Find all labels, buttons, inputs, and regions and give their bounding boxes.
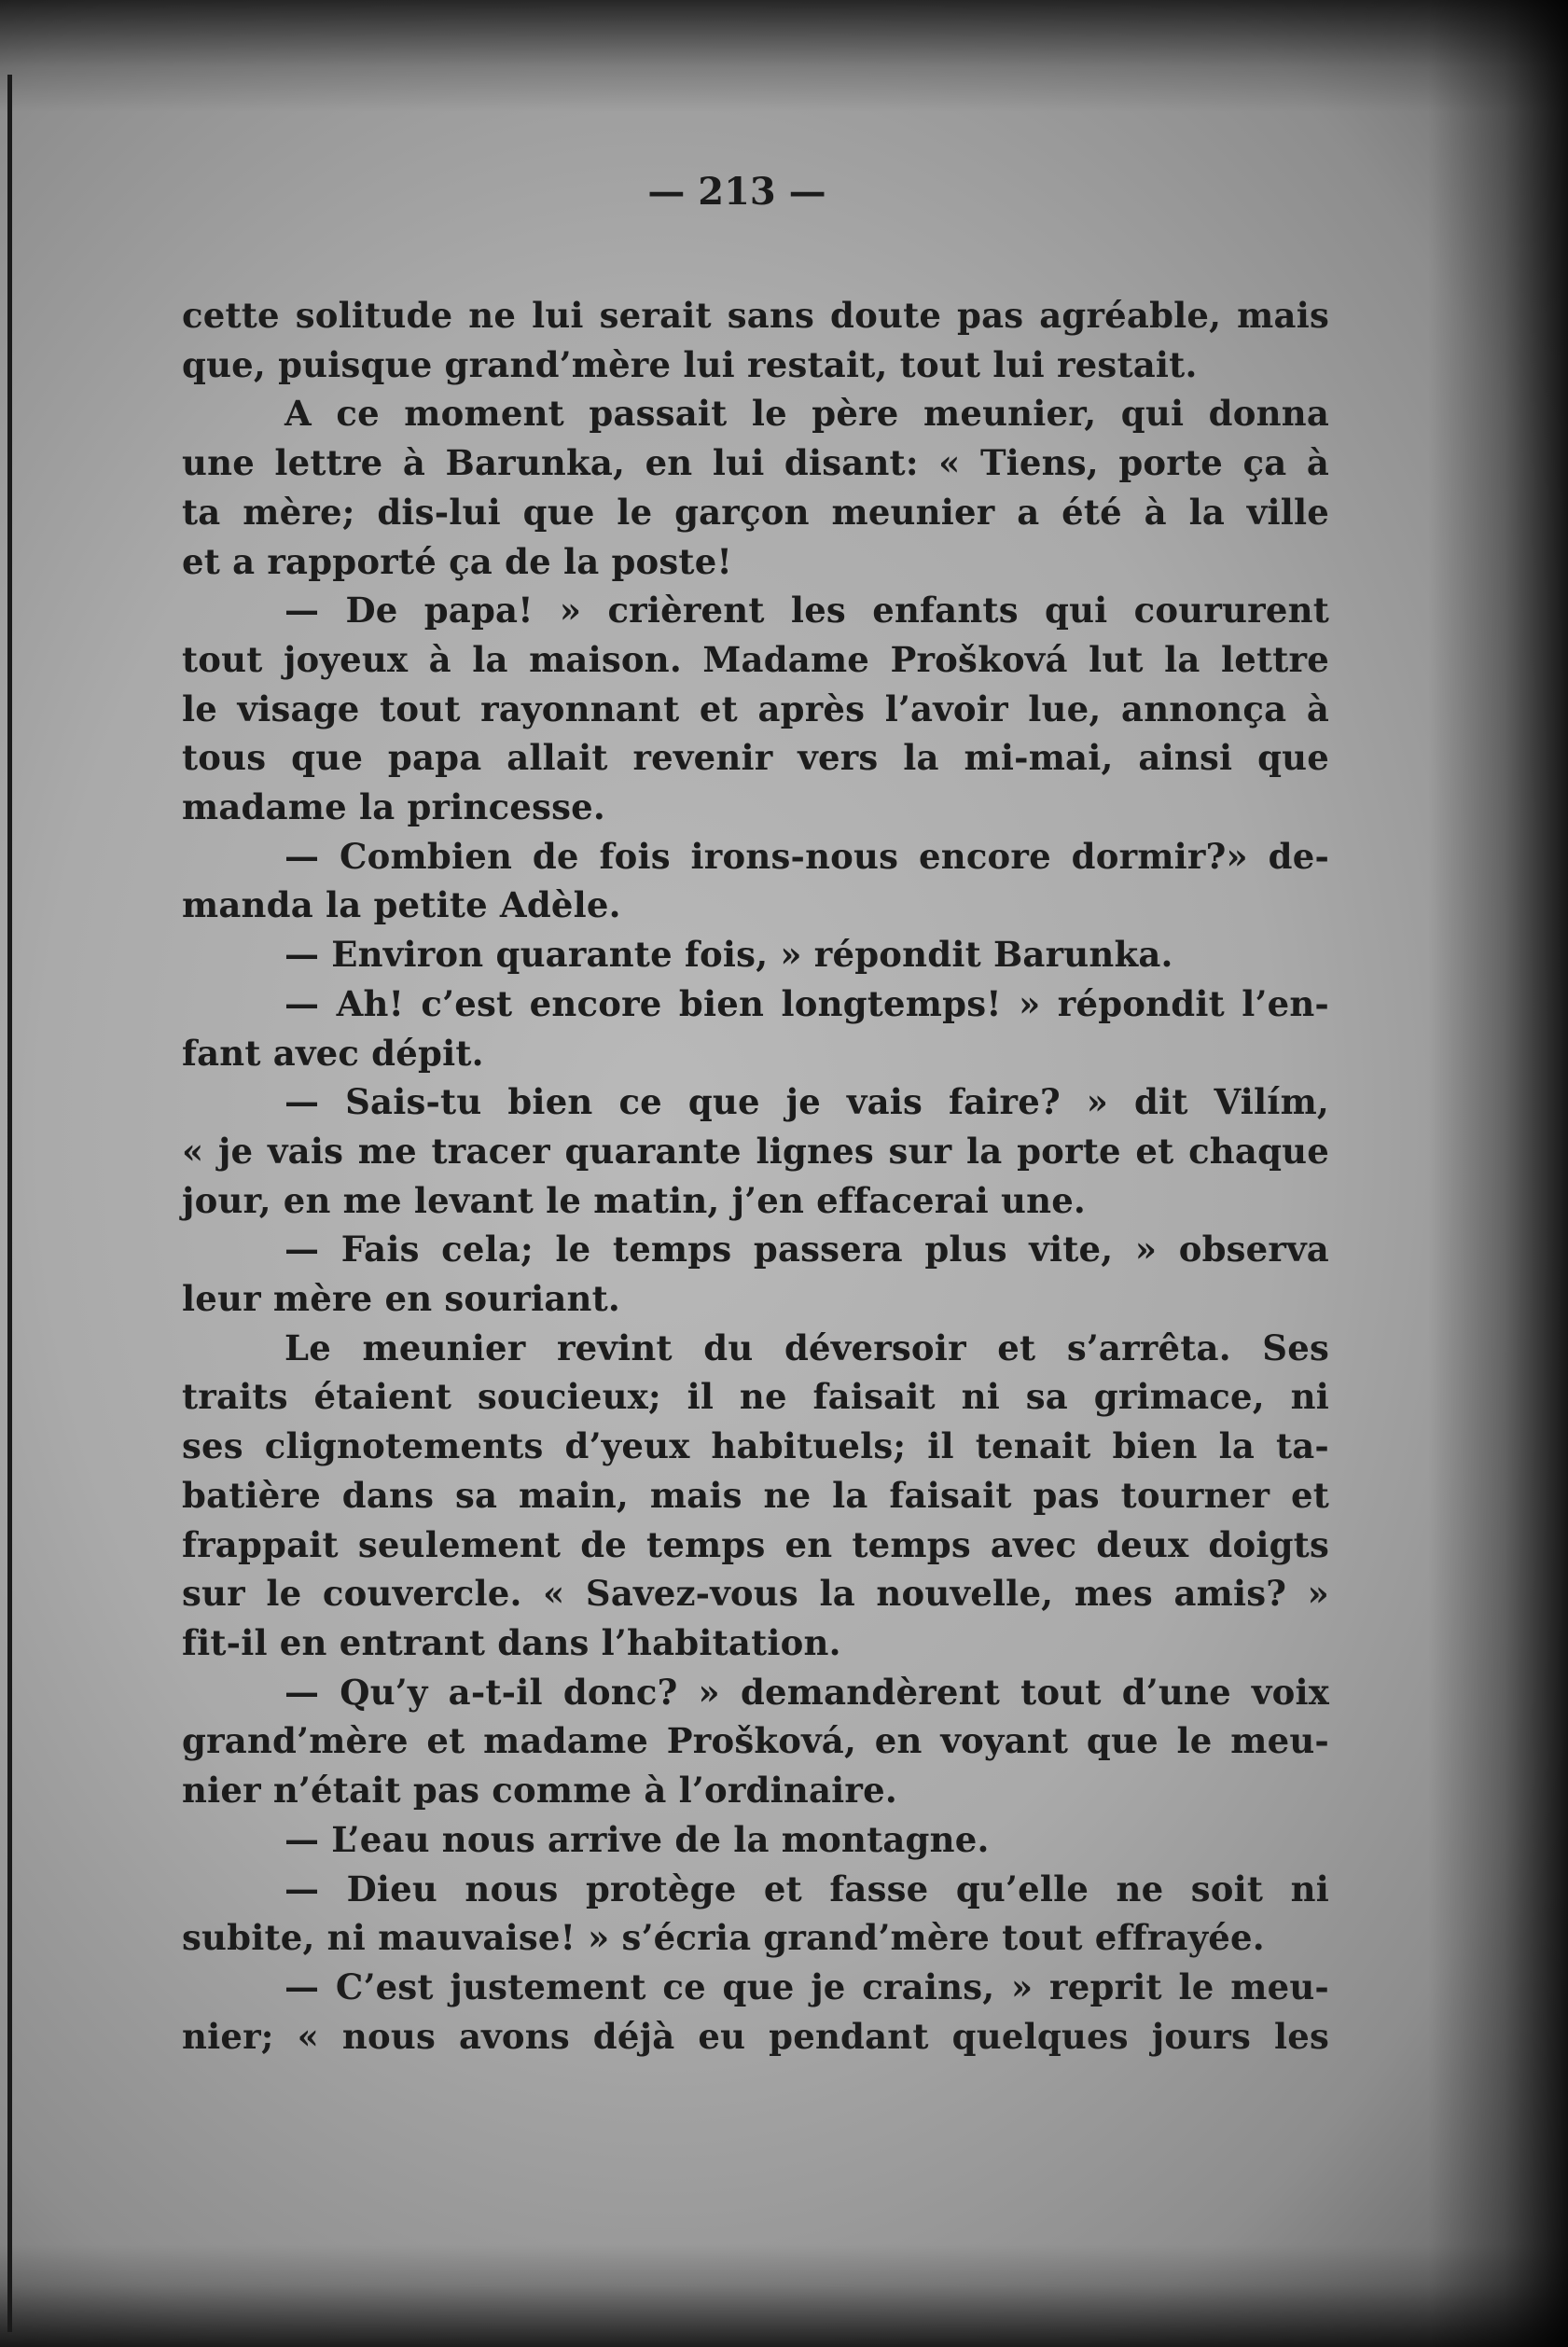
text-line: — Combien de fois irons-nous encore dormir?» de-: [284, 835, 1329, 877]
text-line: — De papa! » crièrent les enfants qui coururent: [284, 590, 1329, 632]
right-shadow: [1428, 0, 1568, 2347]
text-line: — Environ quarante fois, » répondit Barunka.: [284, 934, 1173, 976]
text-line: nier n’était pas comme à l’ordinaire.: [182, 1770, 897, 1812]
text-line: « je vais me tracer quarante lignes sur la porte et chaque: [182, 1130, 1329, 1172]
text-line: madame la princesse.: [182, 786, 605, 828]
text-line: — L’eau nous arrive de la montagne.: [284, 1818, 990, 1860]
text-line: — Ah! c’est encore bien longtemps! » répondit l’en-: [284, 982, 1329, 1024]
text-line: ses clignotements d’yeux habituels; il tenait bien la ta-: [182, 1425, 1329, 1467]
text-line: une lettre à Barunka, en lui disant: « Tiens, porte ça à: [182, 442, 1329, 484]
text-line: ta mère; dis-lui que le garçon meunier a été à la ville: [182, 491, 1329, 533]
text-line: traits étaient soucieux; il ne faisait ni sa grimace, ni: [182, 1376, 1329, 1418]
text-line: tous que papa allait revenir vers la mi-mai, ainsi que: [182, 737, 1329, 779]
text-line: — Dieu nous protège et fasse qu’elle ne soit ni: [284, 1868, 1329, 1910]
text-line: Le meunier revint du déversoir et s’arrêta. Ses: [284, 1326, 1329, 1368]
text-line: — Sais-tu bien ce que je vais faire? » dit Vilím,: [284, 1081, 1329, 1123]
text-line: fant avec dépit.: [182, 1032, 484, 1074]
page-left-edge: [7, 75, 12, 2332]
text-line: frappait seulement de temps en temps avec deux doigts: [182, 1523, 1329, 1565]
text-line: jour, en me levant le matin, j’en effacerai une.: [182, 1179, 1087, 1221]
text-line: et a rapporté ça de la poste!: [182, 540, 732, 582]
page-number: — 213 —: [647, 170, 826, 214]
text-line: leur mère en souriant.: [182, 1278, 621, 1320]
text-line: cette solitude ne lui serait sans doute pas agréable, mais: [182, 295, 1329, 336]
text-line: sur le couvercle. « Savez-vous la nouvelle, mes amis? »: [182, 1573, 1329, 1615]
body-text: [182, 291, 1329, 2061]
text-line: — C’est justement ce que je crains, » reprit le meu-: [284, 1965, 1329, 2007]
text-line: — Qu’y a-t-il donc? » demandèrent tout d’une voix: [284, 1671, 1329, 1713]
text-line: nier; « nous avons déjà eu pendant quelques jours les: [182, 2015, 1329, 2057]
bottom-shadow: [0, 2244, 1568, 2347]
text-line: tout joyeux à la maison. Madame Prošková lut la lettre: [182, 638, 1329, 680]
text-line: batière dans sa main, mais ne la faisait pas tourner et: [182, 1474, 1329, 1516]
text-line: — Fais cela; le temps passera plus vite, » observa: [284, 1229, 1329, 1271]
top-shadow: [0, 0, 1568, 112]
text-line: grand’mère et madame Prošková, en voyant que le meu-: [182, 1720, 1329, 1762]
text-line: manda la petite Adèle.: [182, 884, 621, 926]
text-line: fit-il en entrant dans l’habitation.: [182, 1621, 841, 1663]
text-line: A ce moment passait le père meunier, qui donna: [284, 393, 1329, 435]
text-line: le visage tout rayonnant et après l’avoir lue, annonça à: [182, 687, 1329, 729]
text-line: que, puisque grand’mère lui restait, tout lui restait.: [182, 343, 1198, 385]
text-line: subite, ni mauvaise! » s’écria grand’mère tout effrayée.: [182, 1917, 1265, 1959]
